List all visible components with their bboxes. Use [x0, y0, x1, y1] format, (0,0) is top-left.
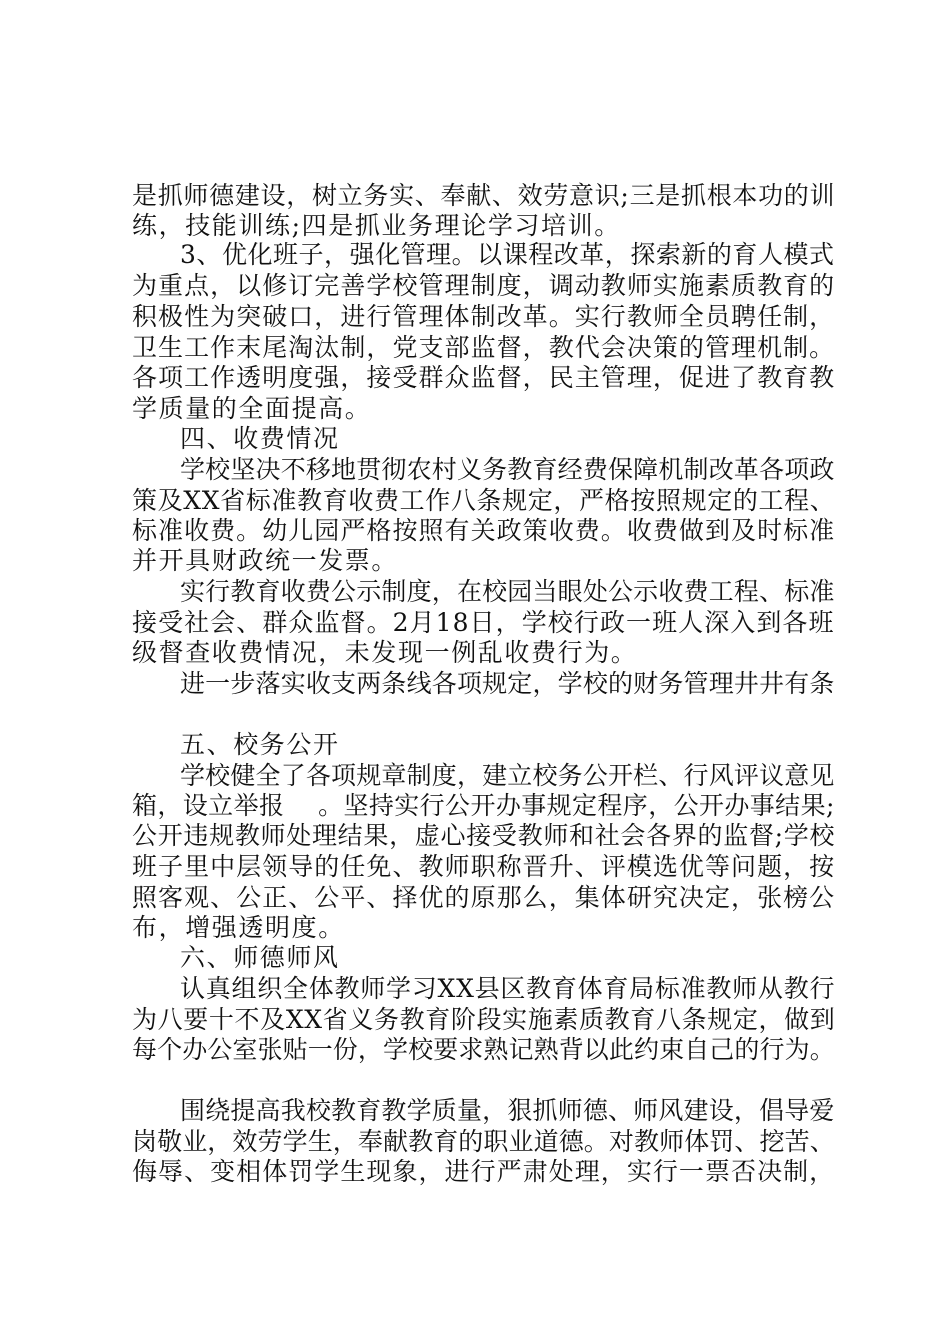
text-line: 接受社会、群众监督。2月18日，学校行政一班人深入到各班	[132, 608, 835, 637]
text-line: 为八要十不及XX省义务教育阶段实施素质教育八条规定，做到	[132, 1005, 836, 1034]
text-line: 每个办公室张贴一份，学校要求熟记熟背以此约束自己的行为。	[132, 1035, 835, 1064]
text-line: 班子里中层领导的任免、教师职称晋升、评模选优等问题，按	[132, 852, 836, 881]
text-line: 公开违规教师处理结果，虚心接受教师和社会各界的监督;学校	[132, 821, 836, 850]
section-heading: 五、校务公开	[180, 730, 340, 759]
text-line: 进一步落实收支两条线各项规定，学校的财务管理井井有条	[180, 669, 835, 698]
text-line: 实行教育收费公示制度，在校园当眼处公示收费工程、标准	[180, 577, 835, 606]
text-line: 侮辱、变相体罚学生现象，进行严肃处理，实行一票否决制，	[132, 1157, 836, 1186]
text-line: 岗敬业，效劳学生，奉献教育的职业道德。对教师体罚、挖苦、	[132, 1127, 835, 1156]
section-heading: 四、收费情况	[180, 424, 340, 453]
text-line: 练，技能训练;四是抓业务理论学习培训。	[132, 211, 621, 240]
text-line: 学质量的全面提高。	[132, 394, 372, 423]
text-line: 箱，设立举报 。坚持实行公开办事规定程序，公开办事结果;	[132, 791, 835, 820]
text-line: 认真组织全体教师学习XX县区教育体育局标准教师从教行	[180, 974, 836, 1003]
text-line: 学校坚决不移地贯彻农村义务教育经费保障机制改革各项政	[180, 455, 835, 484]
text-line: 布，增强透明度。	[132, 913, 345, 942]
text-line: 并开具财政统一发票。	[132, 546, 399, 575]
text-line: 3、优化班子，强化管理。以课程改革，探索新的育人模式	[180, 240, 835, 269]
text-line: 级督查收费情况，未发现一例乱收费行为。	[132, 638, 638, 667]
text-line: 各项工作透明度强，接受群众监督，民主管理，促进了教育教	[132, 363, 836, 392]
text-line: 标准收费。幼儿园严格按照有关政策收费。收费做到及时标准	[132, 516, 836, 545]
text-line: 学校健全了各项规章制度，建立校务公开栏、行风评议意见	[180, 761, 835, 790]
text-line: 照客观、公正、公平、择优的原那么，集体研究决定，张榜公	[132, 883, 836, 912]
section-heading: 六、师德师风	[180, 943, 340, 972]
text-line: 策及XX省标准教育收费工作八条规定，严格按照规定的工程、	[132, 486, 836, 515]
text-line: 卫生工作末尾淘汰制，党支部监督，教代会决策的管理机制。	[132, 333, 836, 362]
text-line: 积极性为突破口，进行管理体制改革。实行教师全员聘任制，	[132, 302, 836, 331]
text-line: 为重点，以修订完善学校管理制度，调动教师实施素质教育的	[132, 271, 836, 300]
text-line: 围绕提高我校教育教学质量，狠抓师德、师风建设，倡导爱	[180, 1096, 835, 1125]
text-line: 是抓师德建设，树立务实、奉献、效劳意识;三是抓根本功的训	[132, 181, 836, 210]
